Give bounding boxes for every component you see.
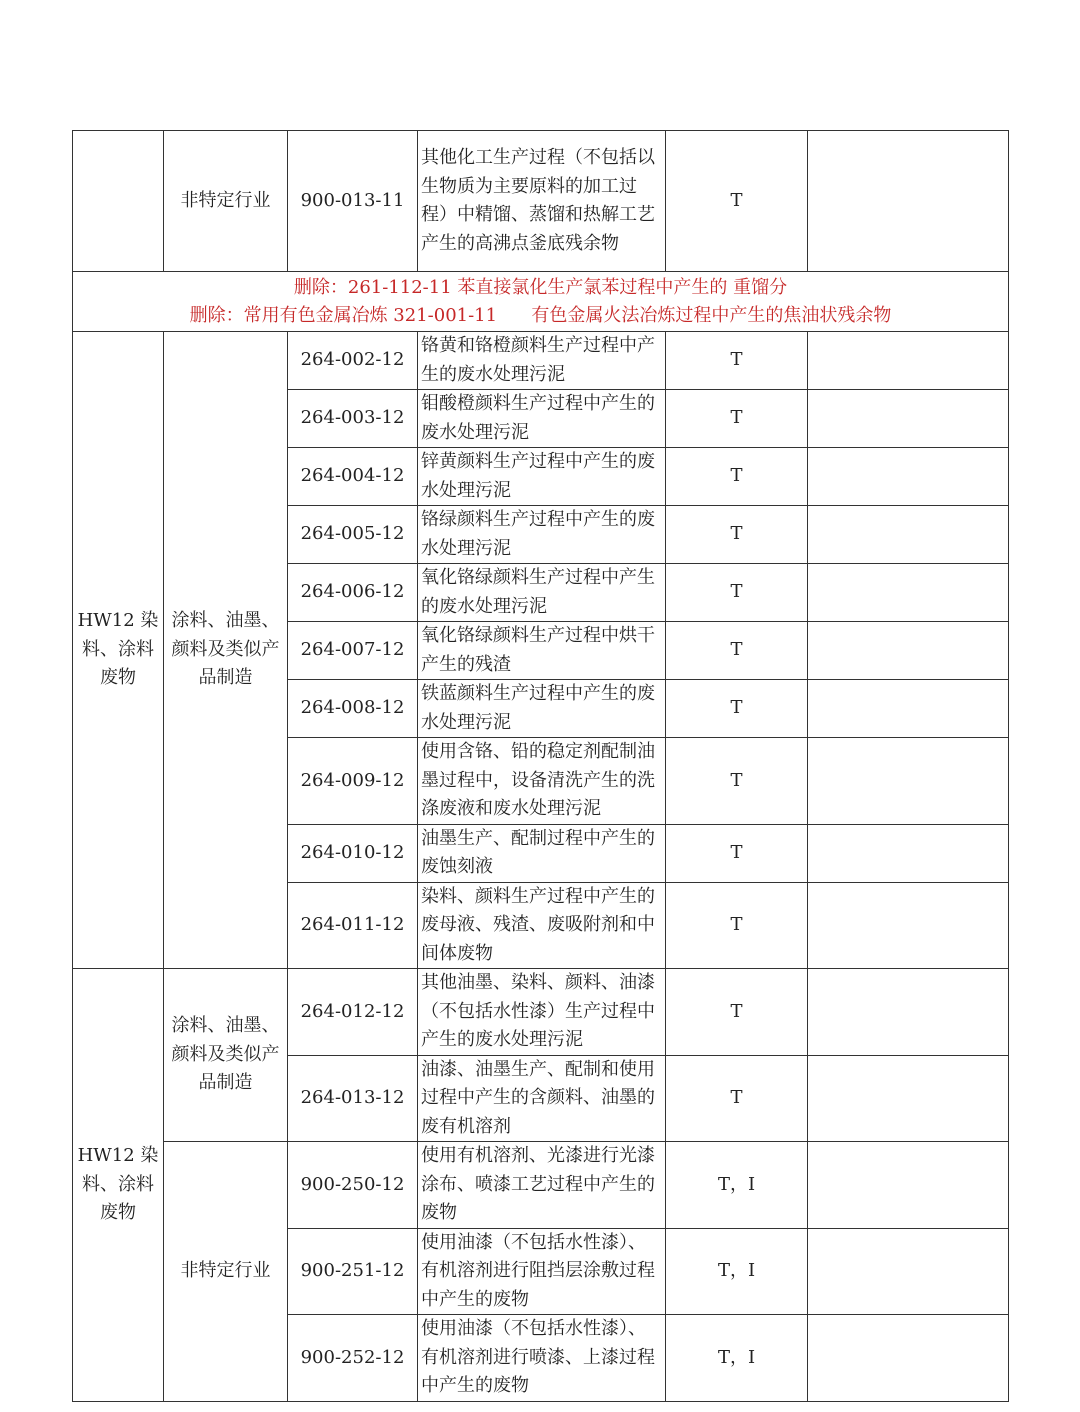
waste-code-cell: 264-003-12 (288, 390, 418, 448)
hazard-cell: T (666, 506, 808, 564)
hazard-cell: T (666, 680, 808, 738)
deletion-notes-cell (73, 272, 1009, 332)
waste-description-cell: 氧化铬绿颜料生产过程中烘干产生的残渣 (418, 622, 666, 680)
deletion-notes-row (73, 272, 1009, 332)
waste-description-cell: 使用油漆（不包括水性漆）、有机溶剂进行阻挡层涂敷过程中产生的废物 (418, 1228, 666, 1315)
remarks-cell (808, 332, 1009, 390)
remarks-cell (808, 738, 1009, 825)
waste-code-cell: 264-008-12 (288, 680, 418, 738)
industry-cell: 非特定行业 (164, 131, 288, 272)
waste-code-cell: 264-006-12 (288, 564, 418, 622)
waste-description-cell: 钼酸橙颜料生产过程中产生的废水处理污泥 (418, 390, 666, 448)
hazard-cell: T (666, 969, 808, 1056)
remarks-cell (808, 1055, 1009, 1142)
waste-code-cell: 900-252-12 (288, 1315, 418, 1402)
remarks-cell (808, 564, 1009, 622)
deletion-note: 删除：常用有色金属冶炼 321-001-11 有色金属火法冶炼过程中产生的焦油状残余物 (189, 304, 892, 326)
remarks-cell (808, 882, 1009, 969)
waste-code-cell: 264-010-12 (288, 824, 418, 882)
waste-description-cell: 油漆、油墨生产、配制和使用过程中产生的含颜料、油墨的废有机溶剂 (418, 1055, 666, 1142)
deletion-note: 删除：261-112-11 苯直接氯化生产氯苯过程中产生的 重馏分 (293, 276, 788, 298)
waste-description-cell: 锌黄颜料生产过程中产生的废水处理污泥 (418, 448, 666, 506)
hazardous-waste-table (72, 130, 1009, 1402)
industry-cell: 非特定行业 (164, 1142, 288, 1402)
hazard-cell: T (666, 738, 808, 825)
waste-description-cell: 其他化工生产过程（不包括以生物质为主要原料的加工过程）中精馏、蒸馏和热解工艺产生的高沸点釜底残余物 (418, 131, 666, 272)
hazard-cell: T，I (666, 1315, 808, 1402)
remarks-cell (808, 622, 1009, 680)
remarks-cell (808, 390, 1009, 448)
hazard-cell: T (666, 882, 808, 969)
waste-code-cell: 264-004-12 (288, 448, 418, 506)
hazard-cell: T (666, 390, 808, 448)
waste-description-cell: 使用油漆（不包括水性漆）、有机溶剂进行喷漆、上漆过程中产生的废物 (418, 1315, 666, 1402)
waste-code-cell: 264-002-12 (288, 332, 418, 390)
industry-cell: 涂料、油墨、颜料及类似产品制造 (164, 332, 288, 969)
waste-description-cell: 使用含铬、铅的稳定剂配制油墨过程中，设备清洗产生的洗涤废液和废水处理污泥 (418, 738, 666, 825)
table-row (73, 969, 1009, 1056)
waste-code-cell: 264-012-12 (288, 969, 418, 1056)
waste-description-cell: 其他油墨、染料、颜料、油漆（不包括水性漆）生产过程中产生的废水处理污泥 (418, 969, 666, 1056)
category-cell: HW12 染料、涂料废物 (73, 969, 164, 1402)
waste-code-cell: 264-013-12 (288, 1055, 418, 1142)
waste-code-cell: 264-007-12 (288, 622, 418, 680)
waste-description-cell: 染料、颜料生产过程中产生的废母液、残渣、废吸附剂和中间体废物 (418, 882, 666, 969)
waste-code-cell: 264-011-12 (288, 882, 418, 969)
remarks-cell (808, 824, 1009, 882)
waste-code-cell: 900-250-12 (288, 1142, 418, 1229)
hazard-cell: T (666, 1055, 808, 1142)
hazard-cell: T (666, 131, 808, 272)
table-row (73, 131, 1009, 272)
waste-code-cell: 900-251-12 (288, 1228, 418, 1315)
waste-code-cell: 264-009-12 (288, 738, 418, 825)
remarks-cell (808, 448, 1009, 506)
hazard-cell: T，I (666, 1142, 808, 1229)
remarks-cell (808, 969, 1009, 1056)
remarks-cell (808, 1142, 1009, 1229)
remarks-cell (808, 1228, 1009, 1315)
hazard-cell: T (666, 622, 808, 680)
category-cell (73, 131, 164, 272)
industry-cell: 涂料、油墨、颜料及类似产品制造 (164, 969, 288, 1142)
hazard-cell: T (666, 824, 808, 882)
waste-code-cell: 264-005-12 (288, 506, 418, 564)
waste-description-cell: 氧化铬绿颜料生产过程中产生的废水处理污泥 (418, 564, 666, 622)
waste-description-cell: 使用有机溶剂、光漆进行光漆涂布、喷漆工艺过程中产生的废物 (418, 1142, 666, 1229)
remarks-cell (808, 131, 1009, 272)
remarks-cell (808, 506, 1009, 564)
hazard-cell: T (666, 564, 808, 622)
hazard-cell: T (666, 448, 808, 506)
remarks-cell (808, 680, 1009, 738)
category-cell: HW12 染料、涂料废物 (73, 332, 164, 969)
waste-description-cell: 铬绿颜料生产过程中产生的废水处理污泥 (418, 506, 666, 564)
table-row (73, 332, 1009, 390)
waste-code-cell: 900-013-11 (288, 131, 418, 272)
waste-description-cell: 铁蓝颜料生产过程中产生的废水处理污泥 (418, 680, 666, 738)
waste-description-cell: 铬黄和铬橙颜料生产过程中产生的废水处理污泥 (418, 332, 666, 390)
hazard-cell: T (666, 332, 808, 390)
remarks-cell (808, 1315, 1009, 1402)
waste-description-cell: 油墨生产、配制过程中产生的废蚀刻液 (418, 824, 666, 882)
table-row (73, 1142, 1009, 1229)
hazard-cell: T，I (666, 1228, 808, 1315)
